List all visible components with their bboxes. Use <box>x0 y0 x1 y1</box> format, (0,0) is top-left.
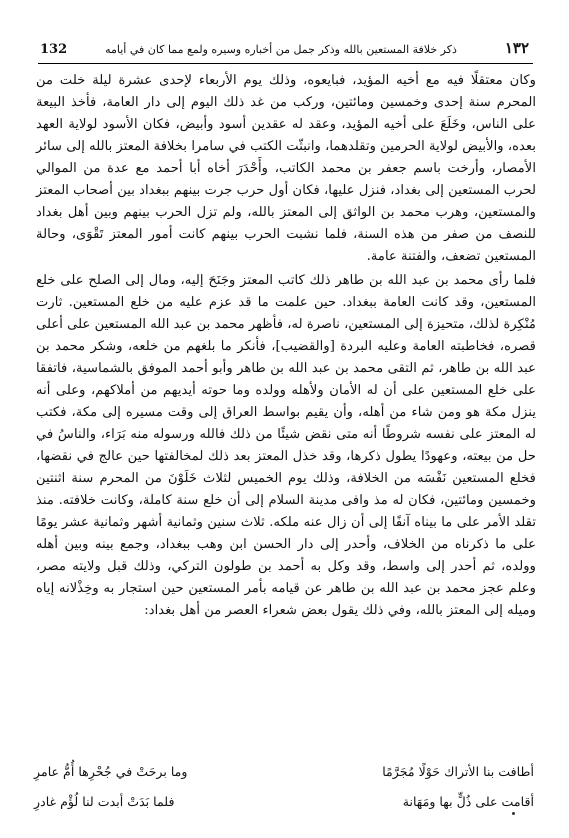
verse-1-first-hemistich: أطافت بنا الأتراك حَوْلًا مُجَرَّمًا <box>382 764 534 779</box>
running-title: ذكر خلافة المستعين بالله وذكر جمل من أخباره وسيره ولمع مما كان في أيامه <box>105 43 457 56</box>
stray-dot <box>512 812 515 815</box>
paragraph-2: فلما رأى محمد بن عبد الله بن طاهر ذلك كاتب المعتز وجَنَحَ إليه، ومال إلى الصلح على خلع المستعين، وقد كانت العامة ببغداد. حين علمت ما قد عزم عليه من خلع المستعين. ثارت مُنْكِرة لذلك، متحيزة إلى المستعين، ناصرة له، فأظهر محمد بن عبد الله المستعين على أعلى قصره، فخاطبته العامة وعليه البردة [والقضيب]، فأنكر ما بلغهم من خلعه، وشكر محمد بن عبد الله بن طاهر، ثم التقى محمد بن عبد الله بن طاهر وأبو أحمد الموفق بالشماسية، فاتفقا على خلع المستعين على أن له الأمان ولأهله وولده وما حوته أيديهم من أملاكهم، وعلى أنه ينزل مكة هو ومن شاء من أهله، وأن يقيم بواسط العراق إلى وقت مسيره إلى مكة، فكتب له المعتز على نفسه شروطًا أنه متى نقض شيئًا من ذلك فالله ورسوله منه بَرَاء، والناسُ في حل من بيعته، وعهودًا يطول ذكرها، وقد خذل المعتز بعد ذلك لمخالفتها حين عالج في نقضها، فخلع المستعين نَفْسَه من الخلافة، وذلك يوم الخميس لثلاث خَلَوْنَ من المحرم سنة اثنتين وخمسين ومائتين، فكان له مذ وافى مدينة السلام إلى أن خلع سنة كاملة، وكانت خلافته. منذ تقلد الأمر على ما بيناه آنفًا إلى أن زال عنه ملكه. ثلاث سنين وثمانية أشهر وثمانية عشر يومًا على ما ذكرناه من الخلاف، وأحدر إلى دار الحسن ابن وهب ببغداد، وجمع بينه وبين أهله وولده، ثم أحدر إلى واسط، وقد وكل به أحمد بن طولون التركي، وذلك قبل ولايته مصر، وعلم عجز محمد بن عبد الله بن طاهر عن قيامه بأمر المستعين حين استجار به وخِذْلانه إياه وميله إلى المعتز بالله، وفي ذلك يقول بعض شعراء العصر من أهل بغداد: <box>36 273 536 618</box>
page-header <box>0 38 569 62</box>
poem-verse-2 <box>34 787 534 817</box>
verse-2-second-hemistich: فلما بَدَتْ أبدت لنا لُؤْم غادرِ <box>34 794 175 809</box>
header-divider <box>38 63 533 64</box>
verse-1-second-hemistich: وما برحَتْ في جُحْرِها أُمُّ عامرِ <box>34 764 188 779</box>
paragraph-1: وكان معتقلًا فيه مع أخيه المؤيد، فبايعوه، وذلك يوم الأربعاء لإحدى عشرة ليلة خلت من المحرم سنة إحدى وخمسين ومائتين، وركب من غد ذلك اليوم إلى دار العامة، فأخذ البيعة على الناس، وخَلَعَ على أخيه المؤيد، وعقد له عقدين أسود وأبيض، فكان الأسود لولاية العهد بعده، والأبيض لولاية الحرمين وتقلدهما، وانبثّت الكتب في سامرا بخلافة المعتز بالله إلى سائر الأمصار، وأرخت باسم جعفر بن محمد الكاتب، وأَحْدَرَ أخاه أبا أحمد مع عدة من الموالي لحرب المستعين إلى بغداد، فنزل عليها، فكان أول حرب جرت بينهم ببغداد بين أصحاب المعتز والمستعين، وهرب محمد بن الواثق إلى المعتز بالله، ولم تزل الحرب بينهم وبين أهل بغداد للنصف من صفر من هذه السنة، فلما نشبت الحرب بينهم كانت أمور المعتز تَقْوَى، وحالة المستعين تضعف، والفتنة عامة. <box>36 73 536 264</box>
page-number-latin: 132 <box>40 42 68 57</box>
poem-verse-1 <box>34 757 534 787</box>
page-number-arabic: ١٣٢ <box>504 39 529 57</box>
poem <box>34 757 534 817</box>
verse-2-first-hemistich: أقامت على ذُلٍّ بها ومَهَانة <box>402 794 534 809</box>
main-text <box>36 70 536 622</box>
